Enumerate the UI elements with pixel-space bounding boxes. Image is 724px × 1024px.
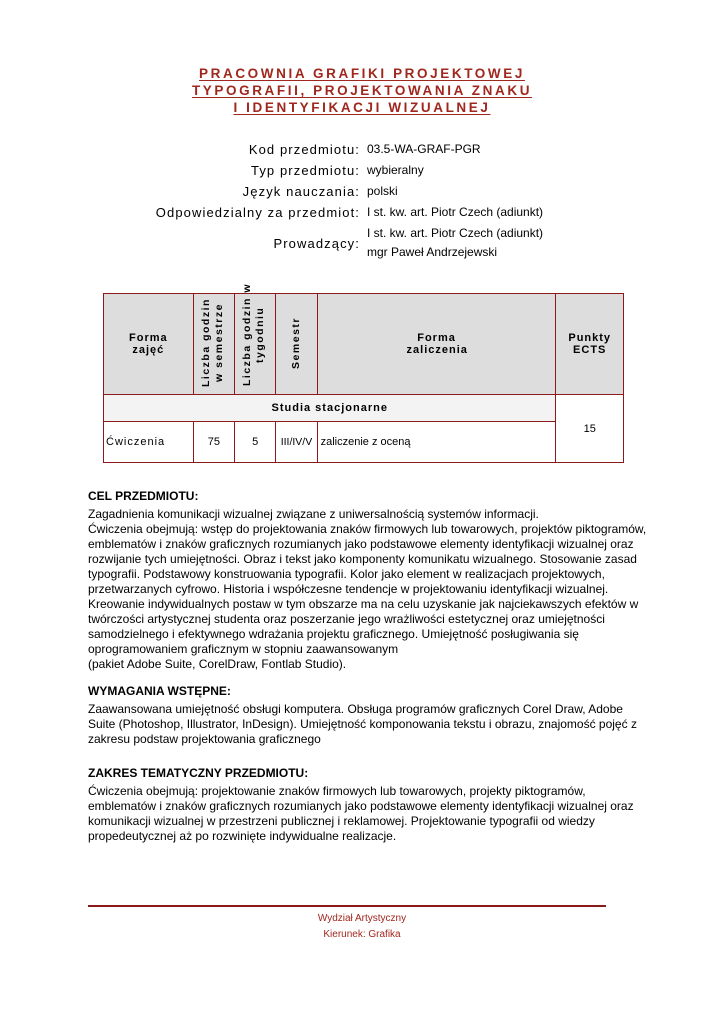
footer-field: Kierunek: Grafika xyxy=(323,929,401,940)
jezyk-label: Język nauczania: xyxy=(242,184,360,199)
kod-label: Kod przedmiotu: xyxy=(248,142,360,157)
title-line-2: TYPOGRAFII, PROJEKTOWANIA ZNAKU xyxy=(191,83,533,98)
footer-divider xyxy=(88,905,606,907)
wymagania-heading: WYMAGANIA WSTĘPNE: xyxy=(88,684,231,698)
jezyk-value: polski xyxy=(367,184,398,198)
row-zaliczenie: zaliczenie z oceną xyxy=(317,422,556,463)
section-zakres xyxy=(88,766,648,844)
document-title xyxy=(0,65,724,116)
zakres-heading: ZAKRES TEMATYCZNY PRZEDMIOTU: xyxy=(88,766,309,780)
odpowiedzialny-label: Odpowiedzialny za przedmiot: xyxy=(155,205,360,220)
header-godziny-tydzien: Liczba godzin w tygodniu xyxy=(235,294,276,395)
header-forma-zajec: Forma zajęć xyxy=(104,294,194,395)
cel-heading: CEL PRZEDMIOTU: xyxy=(88,489,199,503)
header-ects: Punkty ECTS xyxy=(556,294,624,395)
row-semestr: III/IV/V xyxy=(276,422,317,463)
row-godziny-tydzien: 5 xyxy=(235,422,276,463)
wymagania-text: Zaawansowana umiejętność obsługi komputera. Obsługa programów graficznych Corel Draw, Adobe Suite (Photoshop, Illustrator, InDesign). Umiejętność komponowania tekstu i obrazu, znajomość pojęć z zakresu podstaw projektowania graficznego xyxy=(88,702,637,746)
cel-text: Zagadnienia komunikacji wizualnej związane z uniwersalnością systemów informacji. Ćwiczenia obejmują: wstęp do projektowania znaków firmowych lub towarowych, projektów piktogramów, emblematów i znaków graficznych rozumianych jako podstawowe elementy identyfikacji wizualnej oraz rozwijanie tych umiejętności. Obraz i tekst jako komponenty komunikatu wizualnego. Stosowanie zasad typografii. Podstawowy konstruowania typografii. Kolor jako element w realizacjach projektowych, przetwarzanych cyfrowo. Historia i współczesne tendencje w projektowaniu identyfikacji wizualnej. Kreowanie indywidualnych postaw w tym obszarze ma na celu uzyskanie jak najciekawszych efektów w twórczości artystycznej studenta oraz poszerzanie jego wrażliwości estetycznej oraz umiejętności samodzielnego i efektywnego wdrażania projektu graficznego. Umiejętność posługiwania się oprogramowaniem graficznym w stopniu zaawansowanym (pakiet Adobe Suite, CorelDraw, Fontlab Studio). xyxy=(88,507,647,671)
footer-faculty: Wydział Artystyczny xyxy=(317,913,407,924)
ects-value: 15 xyxy=(556,395,624,463)
zakres-text: Ćwiczenia obejmują: projektowanie znaków firmowych lub towarowych, projekty piktogramów, emblematów i znaków graficznych rozumianych jako podstawowe elementy identyfikacji wizualnej oraz komunikacji wizualnej w przestrzeni publicznej i reklamowej. Projektowanie typografii od wiedzy propedeutycznej aż po rozwinięte indywidualne realizacje. xyxy=(88,784,634,843)
section-wymagania xyxy=(88,684,648,747)
course-table xyxy=(103,283,624,463)
header-semestr: Semestr xyxy=(276,294,317,395)
section-cel xyxy=(88,489,648,672)
title-line-3: I IDENTYFIKACJI WIZUALNEJ xyxy=(233,100,491,115)
prowadzacy-label: Prowadzący: xyxy=(273,236,360,251)
row-forma: Ćwiczenia xyxy=(104,422,194,463)
odpowiedzialny-value: I st. kw. art. Piotr Czech (adiunkt) xyxy=(367,205,544,219)
study-mode: Studia stacjonarne xyxy=(104,395,556,422)
title-line-1: PRACOWNIA GRAFIKI PROJEKTOWEJ xyxy=(199,66,525,81)
prowadzacy-value-1: I st. kw. art. Piotr Czech (adiunkt) xyxy=(367,226,544,240)
row-godziny-semestr: 75 xyxy=(193,422,234,463)
header-godziny-semestr: Liczba godzin w semestrze xyxy=(193,294,234,395)
header-forma-zaliczenia: Forma zaliczenia xyxy=(317,294,556,395)
typ-value: wybieralny xyxy=(367,163,424,177)
prowadzacy-value-2: mgr Paweł Andrzejewski xyxy=(367,245,498,259)
kod-value: 03.5-WA-GRAF-PGR xyxy=(367,142,481,156)
typ-label: Typ przedmiotu: xyxy=(251,163,360,178)
